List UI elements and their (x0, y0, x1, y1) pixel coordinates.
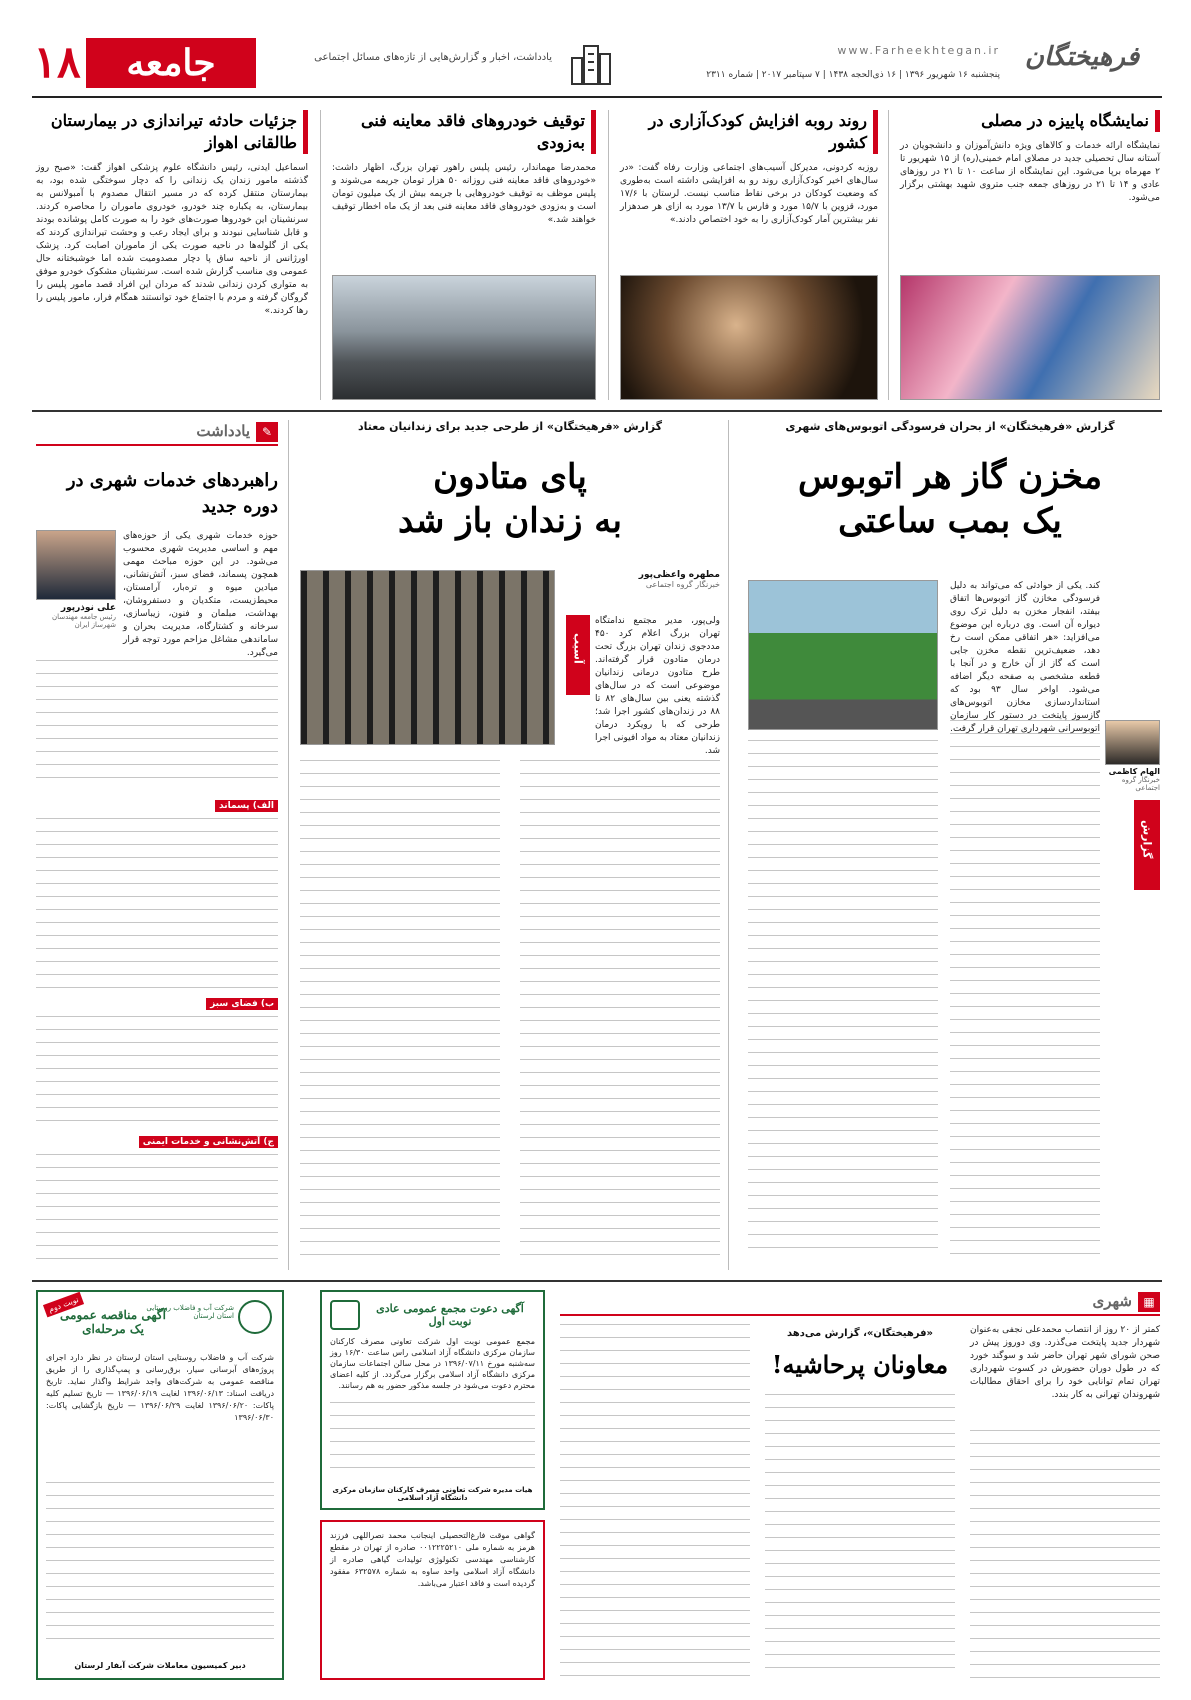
headline-line: پای متادون (433, 457, 587, 497)
section-subtitle: یادداشت، اخبار و گزارش‌هایی از تازه‌های مسائل اجتماعی (314, 52, 552, 63)
author-block (36, 530, 116, 629)
author-name: الهام کاظمی (1108, 767, 1160, 776)
author-photo (1105, 720, 1160, 765)
news-title[interactable]: روند روبه افزایش کودک‌آزاری در کشور (620, 110, 878, 154)
news-photo (620, 275, 878, 400)
news-photo (332, 275, 596, 400)
headline-line: یک بمب ساعتی (838, 501, 1062, 541)
report-headline[interactable] (740, 455, 1160, 543)
section-tag-label: آسیب (571, 633, 585, 664)
news-lead: اسماعیل ایدنی، رئیس دانشگاه علوم پزشکی اهواز گفت: «صبح روز گذشته مامور زندان یک زندانی را که دچار سوختگی شده بود، به بیمارستان منتقل کرده که در مسیر انتقال مصدوم با آمبولانس به بیمارستان، به یکباره چند خودرو، خودروی ماموران را محاصره کردند. سرنشینان این خودروها صورت‌های خود را به صورت کامل پوشانده بودند و قابل شناسایی نبودند و برای ایجاد رعب و وحشت تیراندازی کردند که یکی از گلوله‌ها در ناحیه صورت یکی از ماموران اصابت کرد. پزشک اورژانس از ناحیه ساق پا دچار مصدومیت شده اما خوشبختانه حال عمومی وی مناسب گزارش شده است. سرنشینان مشکوک خودرو موفق به متواری کردن زندانی شدند که مردان این افراد قصد مامور پلیس را گروگان گرفته و مردم با اجتماع خود توانستند همگام فرار، مامور پلیس را رها کردند.» (36, 163, 308, 316)
author-block (570, 570, 720, 589)
top-news-item (36, 110, 308, 400)
page-number: ۱۸ (33, 37, 81, 88)
website-url[interactable]: www.Farheekhtegan.ir (837, 44, 1000, 57)
building-icon (568, 40, 614, 86)
report-kicker: گزارش «فرهیختگان» از بحران فرسودگی اتوبوس‌های شهری (785, 420, 1115, 433)
ad-footer: دبیر کمیسیون معاملات شرکت آبفار لرستان (74, 1661, 246, 1670)
section-tag (1134, 800, 1160, 890)
section-label: یادداشت (196, 422, 250, 440)
university-logo (330, 1300, 360, 1330)
bus-report (740, 420, 1160, 1270)
report-headline[interactable] (300, 455, 720, 543)
section-header (560, 1290, 1160, 1316)
report-headline[interactable]: معاونان پرحاشیه! (771, 1350, 949, 1379)
ad-body: شرکت آب و فاضلاب روستایی استان لرستان در نظر دارد اجرای پروژه‌های آبرسانی سیار، برق‌رسانی و پمپ‌گذاری را از طریق مناقصه عمومی به شرکت‌های واجد شرایط واگذار نماید. تاریخ دریافت اسناد: ۱۳۹۶/۰۶/۱۳ لغایت ۱۳۹۶/۰۶/۱۹ — تاریخ تسلیم کلیه پاکات: ۱۳۹۶/۰۶/۲۰ لغایت ۱۳۹۶/۰۶/۲۹ — تاریخ بازگشایی پاکات: ۱۳۹۶/۰۶/۳۰ (46, 1353, 275, 1422)
top-news-item (900, 110, 1160, 400)
section-tag (566, 615, 590, 695)
headline-line: مخزن گاز هر اتوبوس (797, 457, 1103, 497)
date-line: پنجشنبه ۱۶ شهریور ۱۳۹۶ | ۱۶ ذی‌الحجه ۱۴۳۸ | ۷ سپتامبر ۲۰۱۷ | شماره ۲۳۱۱ (706, 70, 1000, 80)
news-lead: روزبه کردونی، مدیرکل آسیب‌های اجتماعی وزارت رفاه گفت: «در سال‌های اخیر کودک‌آزاری روند رو به افزایشی داشته است به‌طوری که وضعیت کودکان در برخی نقاط مناسب نیست. لرستان با ۱۷/۶ مورد، قزوین با ۱۵/۷ مورد و فارس با ۱۳/۷ مورد به ازای هر صدهزار نفر بیشترین آمار کودک‌آزاری را به خود اختصاص دادند.» (620, 163, 878, 225)
column-subhead: ج) آتش‌نشانی و خدمات ایمنی (139, 1136, 278, 1148)
column-subhead: الف) پسماند (215, 800, 278, 812)
ad-badge: نوبت دوم (43, 1292, 84, 1318)
author-name: مطهره واعظی‌پور (638, 570, 720, 580)
masthead (0, 30, 1191, 100)
report-kicker: «فرهیختگان»، گزارش می‌دهد (786, 1328, 934, 1339)
author-photo (36, 530, 116, 600)
report-kicker: گزارش «فرهیختگان» از طرحی جدید برای زندانیان معتاد (357, 420, 662, 433)
lost-document-notice (320, 1520, 545, 1680)
ad-title (58, 1308, 168, 1336)
org-logo (238, 1300, 272, 1334)
author-role: رئیس جامعه مهندسان شهرساز ایران (51, 613, 116, 629)
news-title[interactable]: جزئیات حادثه تیراندازی در بیمارستان طالقانی اهواز (36, 110, 308, 154)
bus-photo (748, 580, 938, 730)
column-body: حوزه خدمات شهری یکی از حوزه‌های مهم و اساسی مدیریت شهری محسوب می‌شود. در این حوزه مباحث مهمی همچون پسماند، فضای سبز، آتش‌نشانی، میادین میوه و تره‌بار، آرامستان، محیط‌زیست، متکدیان و دستفروشان، بهداشت، مبلمان و فنون، زیباسازی، سرخانه و کشتارگاه، مدیریت بحران و ساماندهی مشاغل مزاحم مورد توجه قرار می‌گیرد. (123, 531, 278, 658)
ad-title-line: آگهی مناقصه عمومی (60, 1308, 166, 1322)
prison-bars-photo (300, 570, 555, 745)
news-photo (900, 275, 1160, 400)
news-title[interactable]: توقیف خودروهای فاقد معاینه فنی به‌زودی (332, 110, 596, 154)
report-body: کند. یکی از حوادثی که می‌تواند به دلیل فرسودگی مخازن گاز اتوبوس‌ها اتفاق بیفتد، انفجار مخزن به دلیل ترک روی دیواره آن است. وی درباره این موضوع می‌افزاید: «هر اتفاقی ممکن است رخ دهد، ضعیف‌ترین نقطه مخزن جایی است که گاز از آن خارج و در آنجا با قطعه مشخصی به صفحه دیگر اضافه می‌شود. اواخر سال ۹۳ بود که استاندارد‌سازی مخازن اتوبوس‌های گازسوز پایتخت در دستور کار سازمان اتوبوسرانی شهرداری تهران قرار گرفت. (950, 581, 1100, 734)
news-lead: نمایشگاه ارائه خدمات و کالاهای ویژه دانش‌آموزان و دانشجویان در آستانه سال تحصیلی جدید در مصلای امام خمینی(ره) از ۱۵ شهریور تا ۲ مهرماه برپا می‌شود. این نمایشگاه از ساعت ۱۰ تا ۲۱ در روزهای عادی و ۱۴ تا ۲۱ در روزهای جمعه جنب متروی شهید بهشتی برگزار می‌شود. (900, 141, 1161, 203)
author-role: خبرنگار گروه اجتماعی (645, 580, 720, 589)
author-role: خبرنگار گروه اجتماعی (1121, 776, 1160, 792)
pen-icon: ✎ (256, 422, 278, 442)
column-subhead: ب) فضای سبز (206, 998, 278, 1010)
author-block (1105, 720, 1160, 790)
headline-line: به زندان باز شد (398, 501, 622, 541)
news-title[interactable]: نمایشگاه پاییزه در مصلی (900, 110, 1160, 132)
urban-report (560, 1290, 1160, 1690)
section-tag-label: گزارش (1140, 820, 1154, 859)
tender-ad (36, 1290, 284, 1680)
meeting-ad (320, 1290, 545, 1510)
notice-body: گواهی موقت فارغ‌التحصیلی اینجانب محمد نصراللهی فرزند هرمز به شماره ملی ۰۰۱۲۲۲۵۲۱۰ صادره از تهران در مقطع کارشناسی مهندسی تکنولوژی تولیدات گیاهی صادره از دانشگاه آزاد اسلامی واحد ساوه به شماره ۶۳۲۵۷۸ مفقود گردیده است و فاقد اعتبار می‌باشد. (330, 1531, 535, 1588)
prison-report (300, 420, 720, 1270)
column-title[interactable]: راهبردهای خدمات شهری در دوره جدید (66, 470, 278, 517)
section-header (36, 420, 278, 446)
city-icon: ▦ (1138, 1292, 1160, 1312)
ad-title: آگهی دعوت مجمع عمومی عادی نوبت اول (376, 1302, 524, 1328)
ad-signature: هیات مدیره شرکت تعاونی مصرف کارکنان سازمان مرکزی دانشگاه آزاد اسلامی (332, 1486, 533, 1502)
report-body: ولی‌پور، مدیر مجتمع ندامتگاه تهران بزرگ اعلام کرد ۴۵۰ مددجوی زندان تهران بزرگ تحت درمان متادون قرار گرفته‌اند. طرح متادون درمانی زندانیان موضوعی است که در سال‌های گذشته یعنی بین سال‌های ۸۲ تا ۸۸ در زندان‌های کشور اجرا شد؛ طرحی که با رویکرد درمان زندانیان معتاد به مواد افیونی اجرا شد. (595, 616, 721, 756)
ad-title-line: یک مرحله‌ای (82, 1322, 144, 1336)
news-lead: محمدرضا مهماندار، رئیس پلیس راهور تهران بزرگ، اظهار داشت: «خودروهای فاقد معاینه فنی روزانه ۵۰ هزار تومان جریمه می‌شوند و پلیس موظف به توقیف خودروهایی با جریمه بیش از یک میلیون تومان است و به‌زودی خودروهای فاقد معاینه فنی بعد از یک ماه اخطار توقیف خواهند شد.» (332, 163, 596, 225)
author-name: علی نوذرپور (60, 603, 116, 613)
newspaper-logo: فرهیختگان (1024, 42, 1140, 72)
ad-org: شرکت آب و فاضلاب روستایی استان لرستان (146, 1304, 234, 1320)
section-label: شهری (1092, 1292, 1132, 1310)
ad-body: مجمع عمومی نوبت اول شرکت تعاونی مصرف کارکنان سازمان مرکزی دانشگاه آزاد اسلامی راس ساعت ۱۶/۳۰ روز سه‌شنبه مورخ ۱۳۹۶/۰۷/۱۱ در محل سالن اجتماعات سازمان مرکزی دانشگاه آزاد اسلامی برگزار می‌گردد. از کلیه اعضای محترم دعوت می‌شود در جلسه مذکور حضور به هم رسانند. (330, 1337, 535, 1390)
opinion-column (36, 420, 278, 1270)
report-body: کمتر از ۲۰ روز از انتصاب محمدعلی نجفی به‌عنوان شهردار جدید پایتخت می‌گذرد. وی دوروز پیش در صحن شورای شهر تهران حاضر شد و سوگند خورد که در طول دوران حضورش در کسوت شهرداری تهران تمام توانایی خود را برای احقاق مطالبات شهروندان تهرانی به کار بندد. (970, 1325, 1160, 1400)
top-news-item (332, 110, 596, 400)
section-title: جامعه (86, 38, 256, 88)
top-news-item (620, 110, 878, 400)
